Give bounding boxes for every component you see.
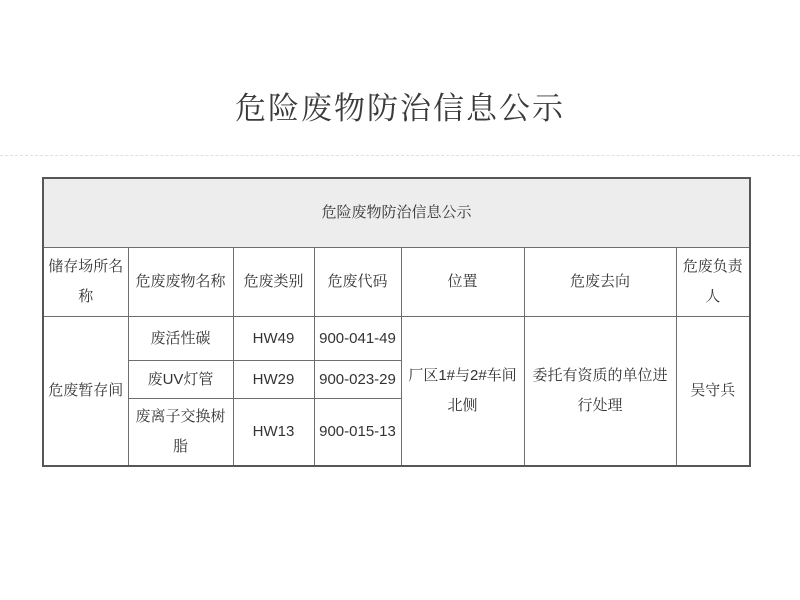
page-title: 危险废物防治信息公示	[235, 91, 565, 126]
cell-waste-name: 废UV灯管	[128, 361, 233, 399]
cell-destination: 委托有资质的单位进行处理	[524, 317, 676, 467]
hazardous-waste-table	[42, 177, 751, 467]
column-header-waste-category: 危废类别	[233, 248, 314, 317]
cell-waste-category: HW29	[233, 361, 314, 399]
column-header-location: 位置	[401, 248, 524, 317]
table-caption: 危险废物防治信息公示	[43, 178, 750, 248]
cell-waste-code: 900-015-13	[314, 399, 401, 467]
dashed-separator	[0, 155, 800, 156]
column-header-destination: 危废去向	[524, 248, 676, 317]
column-header-waste-code: 危废代码	[314, 248, 401, 317]
column-header-waste-name: 危废废物名称	[128, 248, 233, 317]
cell-waste-category: HW13	[233, 399, 314, 467]
cell-storage-site: 危废暂存间	[43, 317, 128, 467]
cell-waste-code: 900-023-29	[314, 361, 401, 399]
cell-waste-code: 900-041-49	[314, 317, 401, 361]
column-header-storage-site: 储存场所名称	[43, 248, 128, 317]
table-caption-row	[43, 178, 750, 248]
cell-waste-name: 废离子交换树脂	[128, 399, 233, 467]
cell-waste-category: HW49	[233, 317, 314, 361]
cell-responsible-person: 吴守兵	[676, 317, 750, 467]
table-row	[43, 317, 750, 361]
cell-waste-name: 废活性碳	[128, 317, 233, 361]
table-header-row	[43, 248, 750, 317]
column-header-responsible: 危废负责人	[676, 248, 750, 317]
cell-location: 厂区1#与2#车间北侧	[401, 317, 524, 467]
